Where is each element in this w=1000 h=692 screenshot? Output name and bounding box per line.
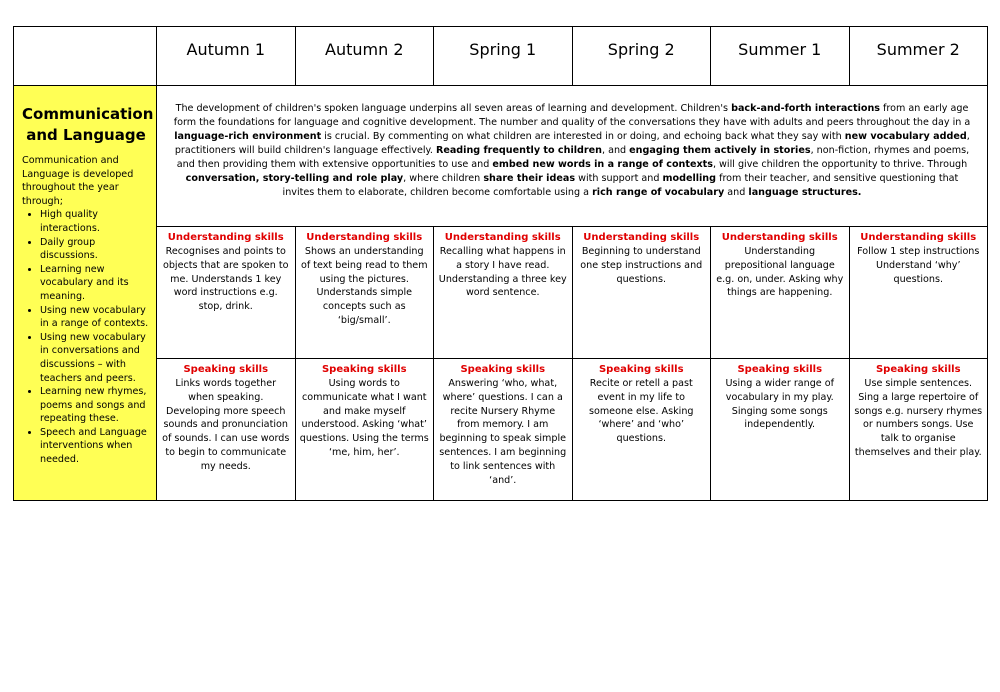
speaking-cell-spring-2 [572, 359, 711, 501]
understanding-heading: Understanding skills [860, 232, 977, 243]
speaking-text: Using words to communicate what I want and make myself understood. Asking ‘what’ questions. Using the terms ‘me, him, her’. [299, 378, 429, 458]
term-header-spring-2: Spring 2 [572, 27, 711, 86]
curriculum-table [13, 26, 988, 501]
overview-paragraph: The development of children's spoken language underpins all seven areas of learning and development. Children's back-and-forth interactions from an early age form the foundations for language and cognitive development. The number and quality of the conversations they have with adults and peers throughout the day in a language-rich environment is crucial. By commenting on what children are interested in or doing, and echoing back what they say with new vocabulary added, practitioners will build children's language effectively. Reading frequently to children, and engaging them actively in stories, non-fiction, rhymes and poems, and then providing them with extensive opportunities to use and embed new words in a range of contexts, will give children the opportunity to thrive. Through conversation, story-telling and role play, where children share their ideas with support and modelling from their teacher, and sensitive questioning that invites them to elaborate, children become comfortable using a rich range of vocabulary and language structures. [173, 103, 971, 198]
understanding-cell-autumn-1 [157, 227, 296, 359]
speaking-text: Use simple sentences. Sing a large repertoire of songs e.g. nursery rhymes or numbers songs. Use talk to organise themselves and their play. [854, 378, 983, 458]
understanding-heading: Understanding skills [306, 232, 423, 243]
sidebar-list [22, 208, 150, 466]
speaking-text: Using a wider range of vocabulary in my play. Singing some songs independently. [725, 378, 835, 431]
sidebar-list-item: • Daily group discussions. [40, 236, 150, 263]
understanding-text: Follow 1 step instructions Understand ‘why’ questions. [857, 246, 980, 285]
sidebar-intro: Communication and Language is developed throughout the year through; [22, 155, 134, 207]
sidebar-list-item: • Using new vocabulary in a range of contexts. [40, 304, 150, 331]
understanding-cell-spring-2 [572, 227, 711, 359]
speaking-heading: Speaking skills [598, 364, 684, 375]
sidebar-list-item: • Using new vocabulary in conversations and discussions – with teachers and peers. [40, 331, 150, 385]
speaking-text: Links words together when speaking. Developing more speech sounds and pronunciation of sounds. I can use words to begin to communicate my needs. [162, 378, 290, 472]
understanding-heading: Understanding skills [167, 232, 284, 243]
sidebar-list-item: • Learning new vocabulary and its meaning. [40, 263, 150, 304]
speaking-cell-summer-2 [849, 359, 988, 501]
term-header-summer-1: Summer 1 [711, 27, 850, 86]
speaking-heading: Speaking skills [875, 364, 961, 375]
term-header-autumn-1: Autumn 1 [157, 27, 296, 86]
speaking-cell-summer-1 [711, 359, 850, 501]
understanding-cell-autumn-2 [295, 227, 434, 359]
understanding-cell-spring-1 [434, 227, 573, 359]
speaking-cell-spring-1 [434, 359, 573, 501]
corner-cell [14, 27, 157, 86]
understanding-text: Beginning to understand one step instructions and questions. [580, 246, 703, 285]
speaking-heading: Speaking skills [737, 364, 823, 375]
term-header-spring-1: Spring 1 [434, 27, 573, 86]
speaking-row [14, 359, 988, 501]
sidebar-cell [14, 86, 157, 501]
speaking-heading: Speaking skills [183, 364, 269, 375]
speaking-cell-autumn-2 [295, 359, 434, 501]
term-header-summer-2: Summer 2 [849, 27, 988, 86]
term-header-row [14, 27, 988, 86]
term-header-autumn-2: Autumn 2 [295, 27, 434, 86]
understanding-text: Shows an understanding of text being read to them using the pictures. Understands simple concepts such as ‘big/small’. [300, 246, 428, 326]
speaking-cell-autumn-1 [157, 359, 296, 501]
speaking-heading: Speaking skills [460, 364, 546, 375]
sidebar-title: Communication and Language [22, 105, 154, 144]
understanding-text: Understanding prepositional language e.g. on, under. Asking why things are happening. [716, 246, 844, 299]
understanding-heading: Understanding skills [721, 232, 838, 243]
understanding-cell-summer-1 [711, 227, 850, 359]
overview-row [14, 86, 988, 227]
understanding-heading: Understanding skills [583, 232, 700, 243]
understanding-cell-summer-2 [849, 227, 988, 359]
sidebar-list-item: • High quality interactions. [40, 208, 150, 235]
understanding-text: Recalling what happens in a story I have read. Understanding a three key word sentence. [438, 246, 567, 299]
speaking-text: Recite or retell a past event in my life to someone else. Asking ‘where’ and ‘who’ questions. [588, 378, 694, 445]
sidebar-list-item: • Speech and Language interventions when needed. [40, 426, 150, 467]
speaking-heading: Speaking skills [321, 364, 407, 375]
understanding-heading: Understanding skills [444, 232, 561, 243]
sidebar-list-item: • Learning new rhymes, poems and songs and repeating these. [40, 385, 150, 426]
understanding-text: Recognises and points to objects that are spoken to me. Understands 1 key word instructions e.g. stop, drink. [162, 246, 289, 313]
overview-cell [157, 86, 988, 227]
speaking-text: Answering ‘who, what, where’ questions. I can a recite Nursery Rhyme from memory. I am beginning to speak simple sentences. I am beginning to link sentences with ‘and’. [439, 378, 567, 486]
understanding-row [14, 227, 988, 359]
